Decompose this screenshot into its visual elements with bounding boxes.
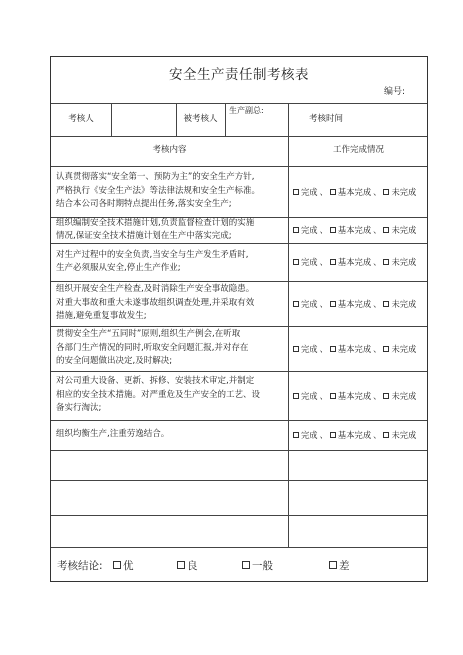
checkbox-icon (330, 227, 336, 233)
option-separator: 、 (319, 257, 328, 267)
item-line: 措施,避免重复事故发生; (56, 311, 147, 322)
option-separator: 、 (319, 343, 328, 354)
form-number-label: 编号: (383, 87, 405, 97)
conclusion-option-excellent[interactable]: 优 (113, 558, 134, 573)
completion-options (293, 243, 418, 281)
checkbox-icon (293, 227, 299, 233)
status-column-header: 工作完成情况 (332, 145, 384, 156)
checkbox-icon (177, 561, 185, 569)
completion-done-checkbox[interactable]: 完成 (293, 224, 318, 236)
checkbox-icon (113, 561, 121, 569)
item-line: 各部门生产情况的同时,听取安全问题汇报,并对存在 (56, 342, 249, 353)
completion-basic-checkbox[interactable]: 基本完成 (330, 429, 371, 441)
option-separator: 、 (373, 186, 382, 197)
item-line: 相应的安全技术措施。对严重危及生产安全的工艺、设 (56, 389, 261, 400)
empty-status-cell[interactable] (288, 480, 429, 515)
option-separator: 、 (373, 430, 382, 440)
completion-basic-checkbox[interactable]: 基本完成 (330, 390, 371, 402)
checkbox-icon (330, 432, 336, 438)
completion-not-done-checkbox[interactable]: 未完成 (383, 390, 416, 402)
option-separator: 、 (373, 298, 382, 309)
assessment-form (50, 56, 428, 582)
option-separator: 、 (373, 390, 382, 401)
assessment-item-text (51, 371, 288, 420)
checkbox-icon (293, 301, 299, 307)
assessment-item-text (51, 166, 288, 217)
completion-basic-checkbox[interactable]: 基本完成 (330, 298, 371, 310)
completion-not-done-checkbox[interactable]: 未完成 (383, 298, 416, 310)
completion-basic-checkbox[interactable]: 基本完成 (330, 256, 371, 268)
assessment-item-text (51, 243, 288, 281)
checkbox-icon (383, 346, 389, 352)
empty-status-cell[interactable] (288, 450, 429, 480)
checkbox-icon (383, 189, 389, 195)
option-separator: 、 (319, 430, 328, 440)
completion-done-checkbox[interactable]: 完成 (293, 298, 318, 310)
divider (51, 515, 427, 516)
completion-done-checkbox[interactable]: 完成 (293, 343, 318, 355)
completion-done-checkbox[interactable]: 完成 (293, 390, 318, 402)
completion-not-done-checkbox[interactable]: 未完成 (383, 343, 416, 355)
assessee-label: 被考核人 (183, 113, 218, 124)
completion-options (293, 326, 418, 371)
assessor-label: 考核人 (68, 113, 94, 124)
item-line: 情况,保证安全技术措施计划在生产中落实完成; (56, 231, 232, 241)
assessment-item-text (51, 326, 288, 371)
conclusion-label: 考核结论: (57, 559, 103, 572)
completion-options (293, 166, 418, 217)
checkbox-icon (242, 561, 250, 569)
checkbox-icon (330, 189, 336, 195)
completion-options (293, 420, 418, 450)
completion-not-done-checkbox[interactable]: 未完成 (383, 429, 416, 441)
content-column-header: 考核内容 (152, 145, 187, 156)
checkbox-icon (293, 259, 299, 265)
completion-not-done-checkbox[interactable]: 未完成 (383, 256, 416, 268)
checkbox-icon (329, 561, 337, 569)
conclusion-option-poor[interactable]: 差 (329, 558, 350, 573)
checkbox-icon (293, 393, 299, 399)
checkbox-icon (383, 393, 389, 399)
item-line: 组织开展安全生产检查,及时消除生产安全事故隐患。 (56, 284, 255, 295)
item-line: 认真贯彻落实“安全第一、预防为主”的安全生产方针, (56, 172, 255, 183)
option-separator: 、 (373, 257, 382, 267)
item-line: 生产必须服从安全,停止生产作业; (56, 263, 181, 273)
item-line: 对公司重大设备、更新、拆修、安装技术审定,并制定 (56, 376, 255, 387)
completion-not-done-checkbox[interactable]: 未完成 (383, 224, 416, 236)
item-line: 的安全问题做出决定,及时解决; (56, 356, 173, 367)
conclusion-option-good[interactable]: 良 (177, 558, 198, 573)
form-title: 安全生产责任制考核表 (169, 67, 309, 83)
item-line: 备实行淘汰; (56, 403, 102, 414)
deputy-manager-label: 生产副总: (229, 106, 264, 115)
checkbox-icon (383, 259, 389, 265)
option-separator: 、 (373, 225, 382, 235)
item-line: 结合本公司各时期特点提出任务,落实安全生产; (56, 199, 232, 210)
assessment-item-text (51, 217, 288, 243)
checkbox-icon (383, 301, 389, 307)
checkbox-icon (383, 227, 389, 233)
assessment-time-value[interactable] (364, 103, 427, 136)
empty-content-cell[interactable] (51, 450, 288, 480)
checkbox-icon (330, 393, 336, 399)
item-line: 对重大事故和重大未遂事故组织调查处理,并采取有效 (56, 297, 255, 308)
checkbox-icon (293, 189, 299, 195)
completion-done-checkbox[interactable]: 完成 (293, 429, 318, 441)
item-line: 贯彻安全生产“五同时”原则,组织生产例会,在听取 (56, 329, 241, 340)
completion-not-done-checkbox[interactable]: 未完成 (383, 186, 416, 198)
option-separator: 、 (319, 298, 328, 309)
completion-basic-checkbox[interactable]: 基本完成 (330, 186, 371, 198)
checkbox-icon (330, 301, 336, 307)
completion-basic-checkbox[interactable]: 基本完成 (330, 343, 371, 355)
option-separator: 、 (319, 186, 328, 197)
checkbox-icon (293, 432, 299, 438)
completion-options (293, 371, 418, 420)
completion-done-checkbox[interactable]: 完成 (293, 186, 318, 198)
assessor-value[interactable] (111, 103, 176, 136)
completion-options (293, 281, 418, 326)
completion-done-checkbox[interactable]: 完成 (293, 256, 318, 268)
completion-basic-checkbox[interactable]: 基本完成 (330, 224, 371, 236)
item-line: 严格执行《安全生产法》等法律法规和安全生产标准。 (56, 185, 261, 196)
conclusion-row (51, 547, 427, 583)
empty-content-cell[interactable] (51, 480, 288, 515)
assessment-time-label: 考核时间 (308, 113, 343, 124)
checkbox-icon (330, 259, 336, 265)
option-separator: 、 (319, 225, 328, 235)
option-separator: 、 (373, 343, 382, 354)
item-line: 对生产过程中的安全负责,当安全与生产发生矛盾时, (56, 249, 249, 260)
conclusion-option-average[interactable]: 一般 (242, 558, 273, 573)
checkbox-icon (330, 346, 336, 352)
item-line: 组织编制安全技术措施计划,负责监督检查计划的实施 (56, 217, 255, 228)
checkbox-icon (293, 346, 299, 352)
option-separator: 、 (319, 390, 328, 401)
assessment-item-text (51, 420, 288, 450)
checkbox-icon (383, 432, 389, 438)
item-line: 组织均衡生产,注重劳逸结合。 (56, 429, 170, 440)
completion-options (293, 217, 418, 243)
assessment-item-text (51, 281, 288, 326)
